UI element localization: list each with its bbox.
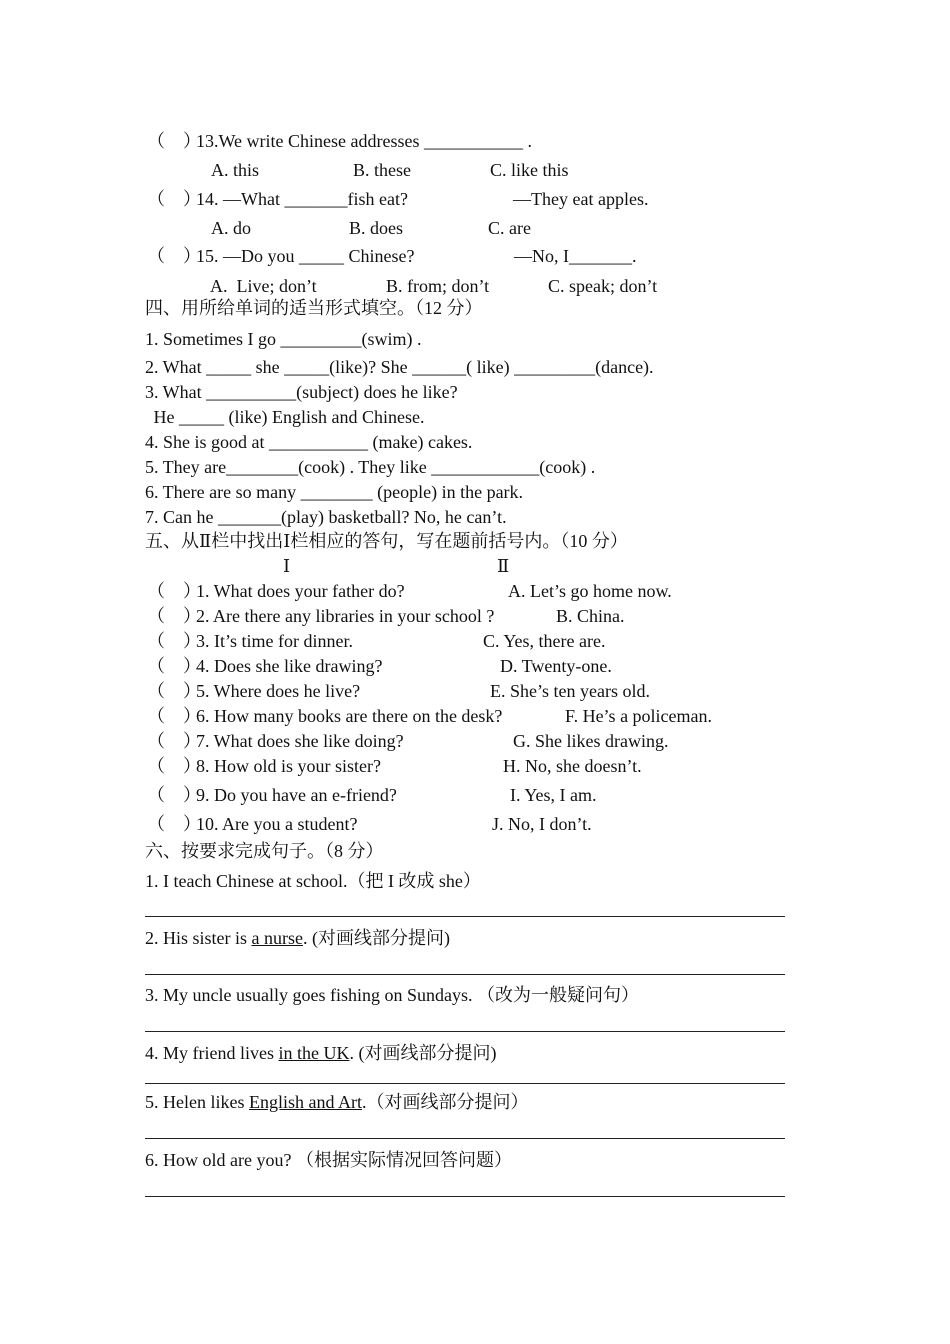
- rewrite-item-6: 6. How old are you? （根据实际情况回答问题）: [145, 1150, 512, 1170]
- section6-heading: 六、按要求完成句子。（8 分）: [145, 841, 384, 861]
- mc14-paren: （ ）: [147, 189, 201, 209]
- match-question: 10. Are you a student?: [196, 814, 358, 834]
- match-answer: J. No, I don’t.: [492, 814, 592, 834]
- mc15-option-c: C. speak; don’t: [548, 276, 658, 296]
- match-answer: C. Yes, there are.: [483, 631, 606, 651]
- mc14-option-a: A. do: [211, 218, 251, 238]
- mc14-question: 14. —What _______fish eat?: [196, 189, 408, 209]
- mc13-option-a: A. this: [211, 160, 260, 180]
- match-answer: A. Let’s go home now.: [508, 581, 672, 601]
- match-answer: F. He’s a policeman.: [565, 706, 713, 726]
- mc14-response: —They eat apples.: [513, 189, 649, 209]
- match-answer: G. She likes drawing.: [513, 731, 669, 751]
- mc15-question: 15. —Do you _____ Chinese?: [196, 246, 415, 266]
- sec4-item: 4. She is good at ___________ (make) cakes.: [145, 432, 473, 452]
- sec4-item: 7. Can he _______(play) basketball? No, he can’t.: [145, 507, 507, 527]
- match-question: 9. Do you have an e-friend?: [196, 785, 397, 805]
- rewrite-item-2: 2. His sister is a nurse. (对画线部分提问): [145, 928, 450, 948]
- match-paren: （ ）: [147, 731, 201, 751]
- sec4-item: 3. What __________(subject) does he like?: [145, 382, 458, 402]
- match-question: 4. Does she like drawing?: [196, 656, 383, 676]
- rewrite-item-4: 4. My friend lives in the UK. (对画线部分提问): [145, 1043, 497, 1063]
- match-answer: E. She’s ten years old.: [490, 681, 650, 701]
- mc13-paren: （ ）: [147, 131, 201, 151]
- mc15-option-a: A. Live; don’t: [210, 276, 317, 296]
- rewrite-item-1: 1. I teach Chinese at school.（把 I 改成 she）: [145, 871, 481, 891]
- answer-line[interactable]: [145, 1031, 785, 1032]
- match-answer: D. Twenty-one.: [500, 656, 612, 676]
- match-question: 2. Are there any libraries in your school ?: [196, 606, 495, 626]
- rewrite-item-3: 3. My uncle usually goes fishing on Sundays. （改为一般疑问句）: [145, 985, 639, 1005]
- underlined-phrase: a nurse: [251, 928, 303, 948]
- match-answer: I. Yes, I am.: [510, 785, 597, 805]
- sec4-item: 1. Sometimes I go _________(swim) .: [145, 329, 422, 349]
- match-answer: H. No, she doesn’t.: [503, 756, 642, 776]
- sec4-item: 2. What _____ she _____(like)? She ______( like) _________(dance).: [145, 357, 654, 377]
- match-paren: （ ）: [147, 656, 201, 676]
- match-paren: （ ）: [147, 756, 201, 776]
- match-paren: （ ）: [147, 706, 201, 726]
- match-paren: （ ）: [147, 581, 201, 601]
- underlined-phrase: in the UK: [278, 1043, 350, 1063]
- mc15-option-b: B. from; don’t: [386, 276, 490, 296]
- section5-heading: 五、从Ⅱ栏中找出Ⅰ栏相应的答句，写在题前括号内。（10 分）: [145, 531, 628, 551]
- sec4-item: 5. They are________(cook) . They like ____________(cook) .: [145, 457, 596, 477]
- mc13-option-c: C. like this: [490, 160, 569, 180]
- answer-line[interactable]: [145, 1196, 785, 1197]
- answer-line[interactable]: [145, 1083, 785, 1084]
- column-1-label: Ⅰ: [283, 556, 291, 576]
- answer-line[interactable]: [145, 1138, 785, 1139]
- mc13-option-b: B. these: [353, 160, 411, 180]
- mc13-question: 13.We write Chinese addresses ___________ .: [196, 131, 532, 151]
- sec4-item: 6. There are so many ________ (people) in the park.: [145, 482, 524, 502]
- match-question: 8. How old is your sister?: [196, 756, 381, 776]
- match-paren: （ ）: [147, 681, 201, 701]
- rewrite-item-5: 5. Helen likes English and Art.（对画线部分提问）: [145, 1092, 529, 1112]
- mc15-response: —No, I_______.: [514, 246, 637, 266]
- match-question: 1. What does your father do?: [196, 581, 405, 601]
- match-paren: （ ）: [147, 606, 201, 626]
- match-paren: （ ）: [147, 814, 201, 834]
- mc14-option-b: B. does: [349, 218, 403, 238]
- match-question: 3. It’s time for dinner.: [196, 631, 353, 651]
- mc14-option-c: C. are: [488, 218, 531, 238]
- underlined-phrase: English and Art: [248, 1092, 362, 1112]
- match-question: 6. How many books are there on the desk?: [196, 706, 503, 726]
- answer-line[interactable]: [145, 916, 785, 917]
- section4-heading: 四、用所给单词的适当形式填空。（12 分）: [145, 298, 483, 318]
- sec4-item: He _____ (like) English and Chinese.: [149, 407, 425, 427]
- match-question: 7. What does she like doing?: [196, 731, 404, 751]
- mc15-paren: （ ）: [147, 246, 201, 266]
- column-2-label: Ⅱ: [497, 556, 510, 576]
- answer-line[interactable]: [145, 974, 785, 975]
- match-question: 5. Where does he live?: [196, 681, 361, 701]
- match-paren: （ ）: [147, 631, 201, 651]
- match-paren: （ ）: [147, 785, 201, 805]
- match-answer: B. China.: [556, 606, 625, 626]
